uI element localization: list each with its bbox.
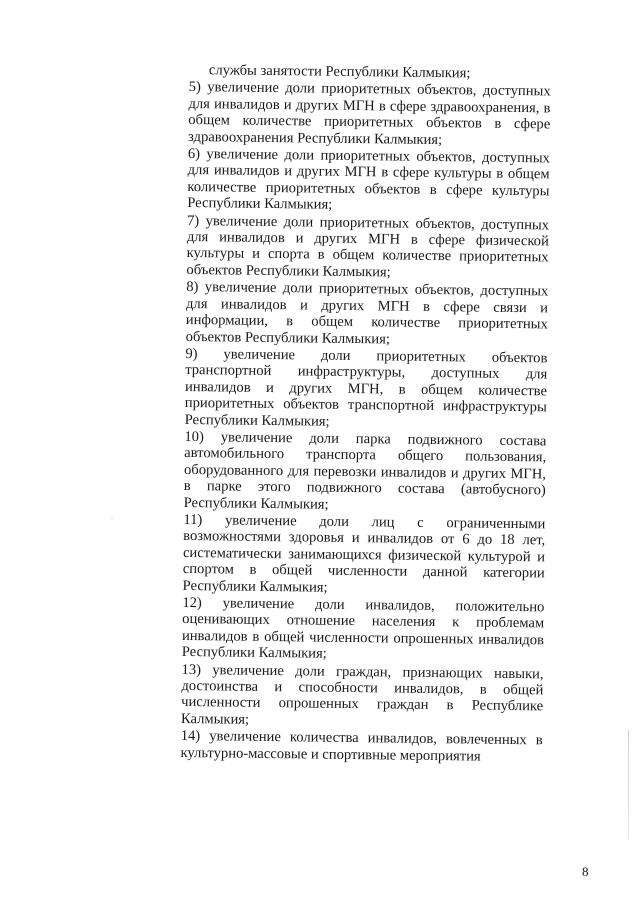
scan-speck	[111, 518, 113, 519]
list-item-8: 8) увеличение доли приоритетных объектов, доступных для инвалидов и других МГН в сфере связи и информации, в общем количестве приоритетных объектов Республики Калмыкия;	[185, 279, 549, 347]
list-item-9: 9) увеличение доли приоритетных объектов транспортной инфраструктуры, доступных для инвалидов и других МГН, в общем количестве приоритетных объектов транспортной инфраструктуры Республики Калмыкия;	[184, 345, 548, 430]
document-body	[180, 62, 551, 766]
page-number: 8	[582, 864, 589, 879]
list-item-12: 12) увеличение доли инвалидов, положительно оценивающих отношение населения к проблемам инвалидов в общей численности опрошенных инвалидов Республики Калмыкия;	[181, 594, 545, 662]
scan-edge-mark	[628, 730, 629, 840]
list-item-14: 14) увеличение количества инвалидов, вовлеченных в культурно-массовые и спортивные мероприятия	[180, 728, 543, 765]
paragraph-continuation: службы занятости Республики Калмыкия;	[208, 62, 471, 82]
list-item-13: 13) увеличение доли граждан, признающих навыки, достоинства и способности инвалидов, в общей численности опрошенных граждан в Республике Калмыкия;	[180, 661, 544, 728]
list-item-10: 10) увеличение доли парка подвижного состава автомобильного транспорта общего пользования, оборудованного для перевозки инвалидов и других МГН, в парке этого подвижного состава (автобусного) Республики Калмыкия;	[183, 428, 547, 513]
list-item-6: 6) увеличение доли приоритетных объектов, доступных для инвалидов и других МГН в сфере культуры в общем количестве приоритетных объектов в сфере культуры Республики Калмыкия;	[187, 146, 550, 214]
list-item-11: 11) увеличение доли лиц с ограниченными возможностями здоровья и инвалидов от 6 до 18 лет, систематически занимающихся физической культурой и спортом в общей численности данной категории Республики Калмыкия;	[182, 511, 546, 596]
list-item-7: 7) увеличение доли приоритетных объектов, доступных для инвалидов и других МГН в сфере физической культуры и спорта в общем количестве приоритетных объектов Республики Калмыкия;	[186, 212, 550, 281]
list-item-5: 5) увеличение доли приоритетных объектов, доступных для инвалидов и других МГН в сфере здравоохранения, в общем количестве приоритетных объектов в сфере здравоохранения Республики Калмыкия;	[187, 79, 551, 148]
